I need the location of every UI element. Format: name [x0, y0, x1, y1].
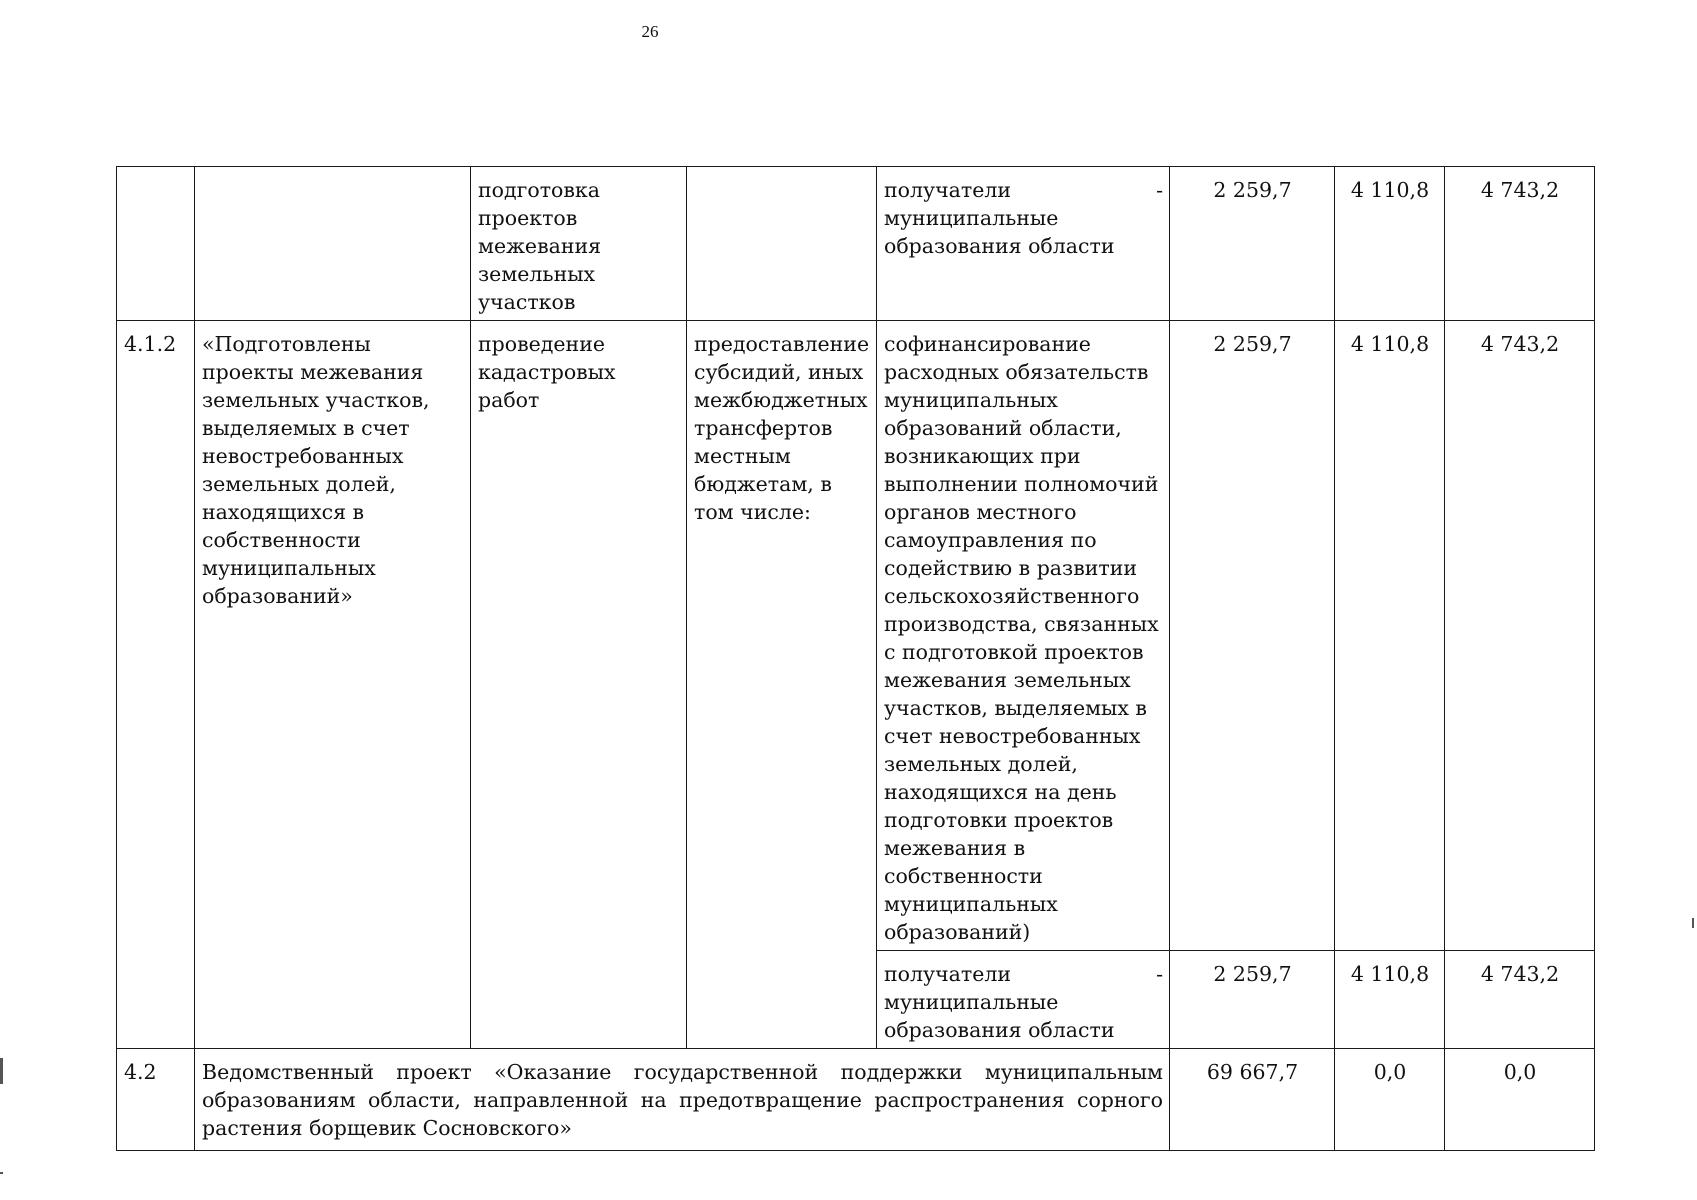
cell-value-2: 4 110,8 — [1335, 167, 1445, 321]
cell-value-2: 0,0 — [1335, 1049, 1445, 1151]
cell-value-3: 0,0 — [1445, 1049, 1595, 1151]
table-row-continuation — [117, 167, 1595, 321]
cell-code — [117, 167, 195, 321]
scan-edge-mark — [0, 1058, 3, 1084]
cell-value-2: 4 110,8 — [1335, 321, 1445, 951]
cell-value-3: 4 743,2 — [1445, 321, 1595, 951]
cell-result: «Подготовлены проекты межевания земельных участков, выделяемых в счет невостребованных земельных долей, находящихся в собственности муниципальных образований» — [195, 321, 471, 1049]
cell-value-1: 2 259,7 — [1170, 167, 1335, 321]
cell-value-1: 2 259,7 — [1170, 321, 1335, 951]
cell-code: 4.1.2 — [117, 321, 195, 1049]
cell-value-3: 4 743,2 — [1445, 167, 1595, 321]
page-number: 26 — [641, 22, 659, 41]
cell-value-3: 4 743,2 — [1445, 951, 1595, 1049]
cell-result — [195, 167, 471, 321]
cell-value-1: 69 667,7 — [1170, 1049, 1335, 1151]
cell-source: софинансирование расходных обязательств муниципальных образований области, возникающих при выполнении полномочий органов местного самоуправления по содействию в развитии сельскохозяйственного производства, связанных с подготовкой проектов межевания земельных участков, выделяемых в счет невостребованных земельных долей, находящихся на день подготовки проектов межевания в собственности муниципальных образований) — [877, 321, 1170, 951]
budget-table — [116, 166, 1595, 1151]
scan-edge-mark — [1692, 918, 1694, 928]
table-row-4-1-2 — [117, 321, 1595, 951]
cell-source: получатели - муниципальные образования области — [877, 167, 1170, 321]
cell-project-description: Ведомственный проект «Оказание государственной поддержки муниципальным образованиям области, направленной на предотвращение распространения сорного растения борщевик Сосновского» — [195, 1049, 1170, 1151]
cell-value-2: 4 110,8 — [1335, 951, 1445, 1049]
cell-event: подготовка проектов межевания земельных участков — [471, 167, 687, 321]
cell-source: получатели - муниципальные образования области — [877, 951, 1170, 1049]
cell-value-1: 2 259,7 — [1170, 951, 1335, 1049]
cell-event: проведение кадастровых работ — [471, 321, 687, 1049]
table-row-4-2 — [117, 1049, 1595, 1151]
cell-instrument: предоставление субсидий, иных межбюджетных трансфертов местным бюджетам, в том числе: — [687, 321, 877, 1049]
scan-edge-mark — [0, 1172, 3, 1174]
cell-code: 4.2 — [117, 1049, 195, 1151]
cell-instrument — [687, 167, 877, 321]
